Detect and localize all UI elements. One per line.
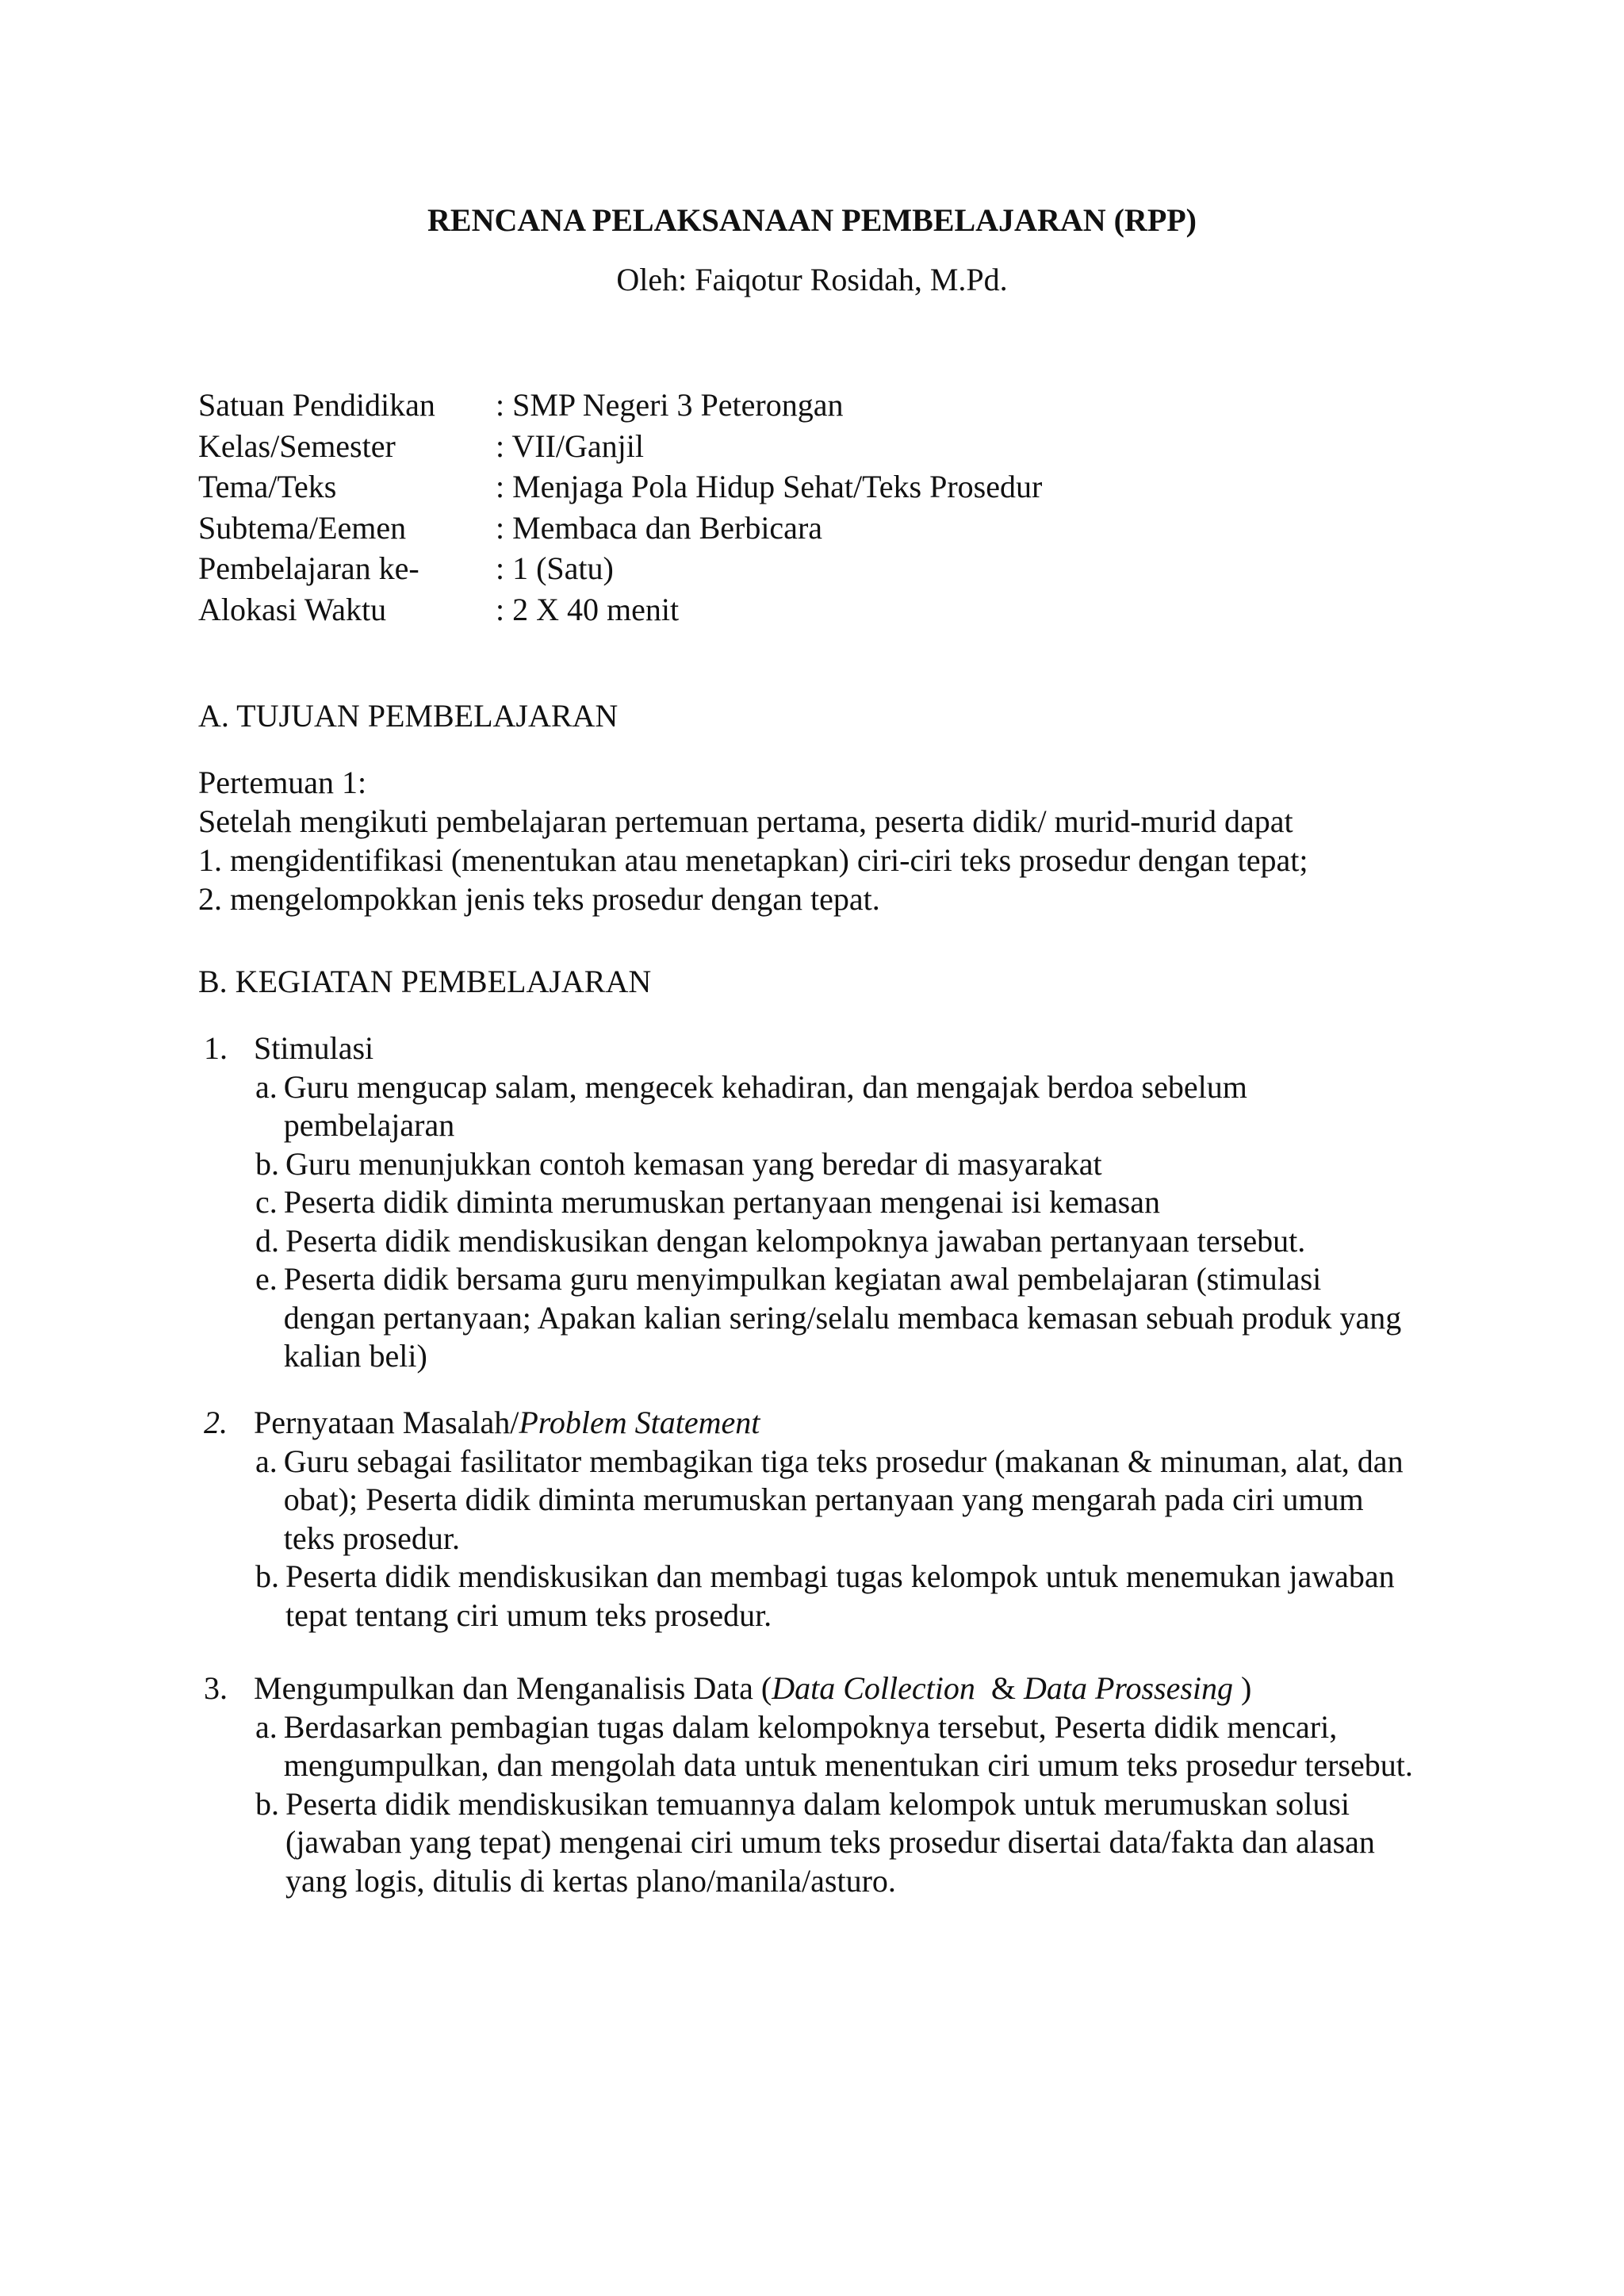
identity-value: : Membaca dan Berbicara xyxy=(496,509,823,546)
meeting-label: Pertemuan 1: xyxy=(198,765,367,800)
step-title-italic: Data Collection xyxy=(772,1670,975,1706)
item-text: Peserta didik mendiskusikan dengan kelompoknya jawaban pertanyaan tersebut. xyxy=(285,1222,1306,1259)
step-title-italic: Problem Statement xyxy=(519,1405,760,1440)
item-text: Guru mengucap salam, mengecek kehadiran, dan mengajak berdoa sebelum pembelajaran xyxy=(283,1068,1247,1143)
step-items xyxy=(204,1708,1457,1901)
identity-label: Pembelajaran ke- xyxy=(198,550,419,586)
identity-row xyxy=(198,385,1427,426)
section-a-heading: A. TUJUAN PEMBELAJARAN xyxy=(198,698,619,734)
item-letter: a. xyxy=(255,1068,278,1105)
list-item xyxy=(255,1443,1413,1558)
list-item xyxy=(255,1068,1413,1145)
step-stimulasi xyxy=(204,1029,1457,1376)
identity-row xyxy=(198,548,1427,589)
step-title-plain: Mengumpulkan dan Menganalisis Data ( xyxy=(254,1670,772,1706)
identity-label: Kelas/Semester xyxy=(198,427,396,464)
list-item xyxy=(255,1558,1413,1635)
item-letter: a. xyxy=(255,1443,278,1479)
step-items xyxy=(204,1068,1457,1376)
item-text: Peserta didik diminta merumuskan pertanyaan mengenai isi kemasan xyxy=(283,1184,1160,1220)
step-title xyxy=(204,1669,1457,1708)
item-text: Peserta didik mendiskusikan temuannya dalam kelompok untuk merumuskan solusi (jawaban yang tepat) mengenai ciri umum teks prosedur disertai data/fakta dan alasan yang logis, ditulis di kertas plano/manila/asturo. xyxy=(285,1785,1375,1899)
step-title-italic: Data Prossesing xyxy=(1023,1670,1234,1706)
identity-label: Alokasi Waktu xyxy=(198,591,387,627)
identity-value: : 2 X 40 menit xyxy=(496,591,680,627)
step-title xyxy=(204,1404,1457,1443)
identity-value: : Menjaga Pola Hidup Sehat/Teks Prosedur xyxy=(496,469,1043,504)
section-b-heading: B. KEGIATAN PEMBELAJARAN xyxy=(198,964,652,999)
step-title-amp: & xyxy=(975,1670,1024,1706)
identity-label: Satuan Pendidikan xyxy=(198,387,435,423)
identity-label: Tema/Teks xyxy=(198,469,337,504)
item-letter: d. xyxy=(255,1222,279,1259)
list-item xyxy=(255,1183,1413,1222)
section-a-intro: Setelah mengikuti pembelajaran pertemuan pertama, peserta didik/ murid-murid dapat xyxy=(198,803,1293,839)
list-item xyxy=(255,1145,1413,1184)
item-letter: a. xyxy=(255,1708,278,1745)
step-number: 1. xyxy=(204,1030,228,1066)
item-text: Berdasarkan pembagian tugas dalam kelompoknya tersebut, Peserta didik mencari, mengumpulkan, dan mengolah data untuk menentukan ciri umum teks prosedur tersebut. xyxy=(283,1708,1413,1783)
identity-row xyxy=(198,508,1427,549)
item-letter: c. xyxy=(255,1184,278,1220)
item-letter: e. xyxy=(255,1261,278,1297)
goal-item: 1. mengidentifikasi (menentukan atau menetapkan) ciri-ciri teks prosedur dengan tepat; xyxy=(198,842,1308,878)
identity-row xyxy=(198,426,1427,467)
item-letter: b. xyxy=(255,1145,279,1182)
identity-row xyxy=(198,466,1427,508)
item-text: Guru menunjukkan contoh kemasan yang beredar di masyarakat xyxy=(285,1145,1102,1182)
item-text: Peserta didik mendiskusikan dan membagi tugas kelompok untuk menemukan jawaban tepat tentang ciri umum teks prosedur. xyxy=(285,1558,1395,1633)
goal-item: 2. mengelompokkan jenis teks prosedur dengan tepat. xyxy=(198,881,880,917)
step-title xyxy=(204,1029,1457,1068)
list-item xyxy=(255,1708,1413,1785)
list-item xyxy=(255,1260,1413,1376)
section-a-body xyxy=(198,763,1451,918)
step-number: 3. xyxy=(204,1670,228,1706)
step-title-text xyxy=(254,1669,1251,1708)
step-title-text xyxy=(254,1404,760,1443)
identity-row xyxy=(198,589,1427,631)
identity-value: : VII/Ganjil xyxy=(496,427,645,464)
identity-value: : 1 (Satu) xyxy=(496,550,614,586)
step-items xyxy=(204,1443,1457,1635)
document-author: Oleh: Faiqotur Rosidah, M.Pd. xyxy=(616,262,1008,297)
list-item xyxy=(255,1222,1413,1261)
identity-value: : SMP Negeri 3 Peterongan xyxy=(496,387,844,423)
step-title-text: Stimulasi xyxy=(254,1030,374,1066)
item-text: Peserta didik bersama guru menyimpulkan kegiatan awal pembelajaran (stimulasi dengan pertanyaan; Apakan kalian sering/selalu membaca kemasan sebuah produk yang kalian beli) xyxy=(283,1261,1402,1374)
identity-table xyxy=(198,385,1427,630)
item-text: Guru sebagai fasilitator membagikan tiga teks prosedur (makanan & minuman, alat, dan obat); Peserta didik diminta merumuskan pertanyaan yang mengarah pada ciri umum teks prosedur. xyxy=(283,1443,1404,1556)
step-title-plain: Pernyataan Masalah/ xyxy=(254,1405,519,1440)
item-letter: b. xyxy=(255,1558,279,1594)
step-problem-statement xyxy=(204,1404,1457,1635)
document-title: RENCANA PELAKSANAAN PEMBELAJARAN (RPP) xyxy=(427,202,1197,238)
identity-label: Subtema/Eemen xyxy=(198,509,407,546)
step-title-end: ) xyxy=(1233,1670,1252,1706)
step-data-collection xyxy=(204,1669,1457,1900)
item-letter: b. xyxy=(255,1785,279,1822)
step-number: 2. xyxy=(204,1405,228,1440)
list-item xyxy=(255,1785,1413,1901)
